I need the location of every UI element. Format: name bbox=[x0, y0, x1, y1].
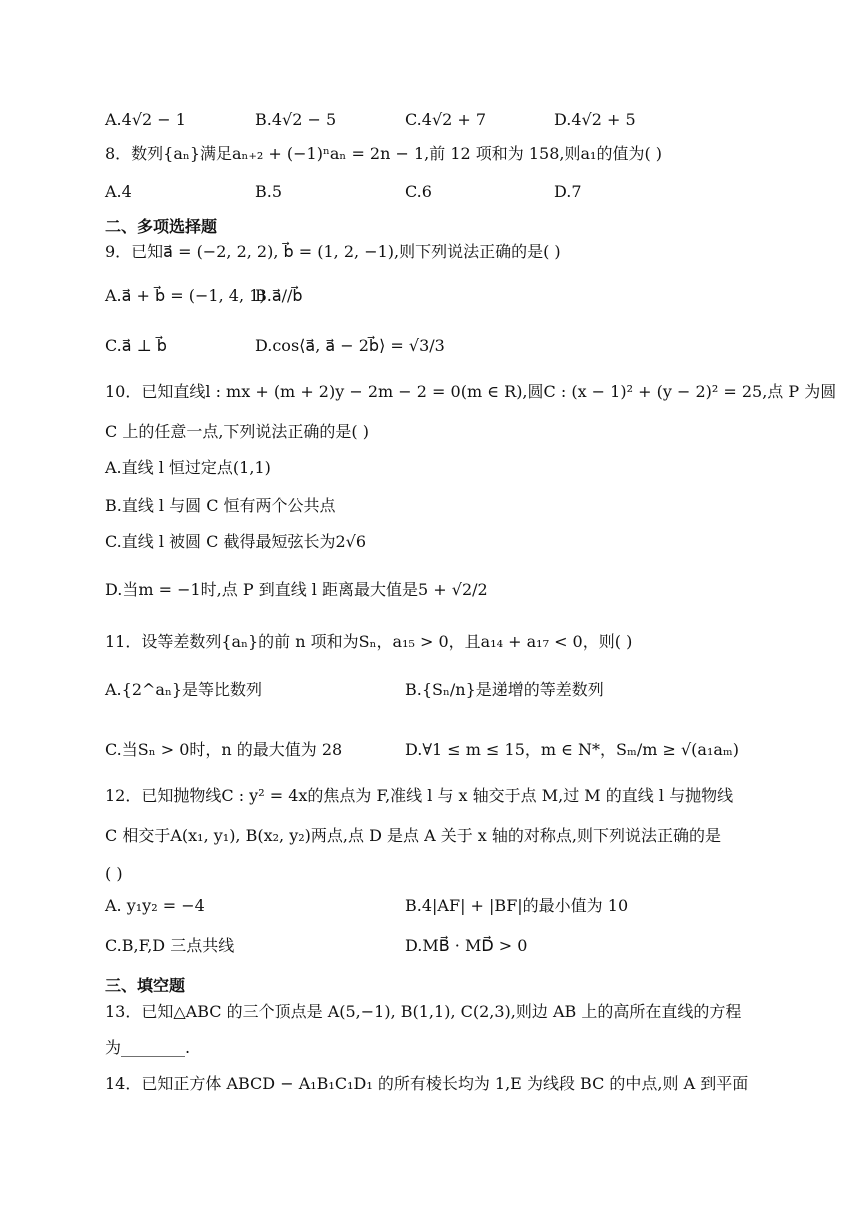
q7-option-c: C.4√2 + 7 bbox=[405, 110, 487, 129]
q10-stem-line-1: 10．已知直线l : mx + (m + 2)y − 2m − 2 = 0(m ∈ R),圆C : (x − 1)² + (y − 2)² = 25,点 P 为圆 bbox=[105, 382, 837, 401]
q8-stem: 8．数列{aₙ}满足aₙ₊₂ + (−1)ⁿaₙ = 2n − 1,前 12 项和为 158,则a₁的值为( ) bbox=[105, 144, 663, 163]
q11-option-c: C.当Sₙ > 0时，n 的最大值为 28 bbox=[105, 740, 343, 759]
q13-stem-line-2: 为________. bbox=[105, 1038, 191, 1057]
q7-option-a: A.4√2 − 1 bbox=[105, 110, 186, 129]
q10-option-a: A.直线 l 恒过定点(1,1) bbox=[105, 458, 271, 477]
q11-option-b: B.{Sₙ/n}是递增的等差数列 bbox=[405, 680, 604, 699]
q12-stem-line-1: 12．已知抛物线C : y² = 4x的焦点为 F,准线 l 与 x 轴交于点 M,过 M 的直线 l 与抛物线 bbox=[105, 786, 734, 805]
q9-option-c: C.a⃗ ⊥ b⃗ bbox=[105, 336, 167, 355]
q8-option-b: B.5 bbox=[255, 182, 283, 201]
section-heading-fill-in: 三、填空题 bbox=[105, 976, 186, 995]
q9-option-d: D.cos⟨a⃗, a⃗ − 2b⃗⟩ = √3/3 bbox=[255, 336, 445, 355]
q12-stem-line-3: ( ) bbox=[105, 864, 123, 883]
q12-option-d: D.MB⃗ · MD⃗ > 0 bbox=[405, 936, 528, 955]
q9-stem: 9．已知a⃗ = (−2, 2, 2), b⃗ = (1, 2, −1),则下列说法正确的是( ) bbox=[105, 242, 561, 261]
q11-option-a: A.{2^aₙ}是等比数列 bbox=[105, 680, 263, 699]
q7-option-d: D.4√2 + 5 bbox=[554, 110, 636, 129]
q8-option-c: C.6 bbox=[405, 182, 432, 201]
q10-option-c: C.直线 l 被圆 C 截得最短弦长为2√6 bbox=[105, 532, 367, 551]
q14-stem-line-1: 14．已知正方体 ABCD − A₁B₁C₁D₁ 的所有棱长均为 1,E 为线段 BC 的中点,则 A 到平面 bbox=[105, 1074, 749, 1093]
q9-option-a: A.a⃗ + b⃗ = (−1, 4, 1) bbox=[105, 286, 266, 305]
q11-option-d: D.∀1 ≤ m ≤ 15，m ∈ N*，Sₘ/m ≥ √(a₁aₘ) bbox=[405, 740, 739, 759]
q10-option-b: B.直线 l 与圆 C 恒有两个公共点 bbox=[105, 496, 336, 515]
q12-option-c: C.B,F,D 三点共线 bbox=[105, 936, 235, 955]
q12-option-a: A. y₁y₂ = −4 bbox=[105, 896, 205, 915]
q13-stem-line-1: 13．已知△ABC 的三个顶点是 A(5,−1), B(1,1), C(2,3),则边 AB 上的高所在直线的方程 bbox=[105, 1002, 742, 1021]
q8-option-a: A.4 bbox=[105, 182, 132, 201]
q10-stem-line-2: C 上的任意一点,下列说法正确的是( ) bbox=[105, 422, 369, 441]
q12-option-b: B.4|AF| + |BF|的最小值为 10 bbox=[405, 896, 629, 915]
q9-option-b: B.a⃗//b⃗ bbox=[255, 286, 303, 305]
section-heading-multiple-choice: 二、多项选择题 bbox=[105, 217, 218, 236]
q10-option-d: D.当m = −1时,点 P 到直线 l 距离最大值是5 + √2/2 bbox=[105, 580, 488, 599]
q11-stem: 11．设等差数列{aₙ}的前 n 项和为Sₙ，a₁₅ > 0，且a₁₄ + a₁₇ < 0，则( ) bbox=[105, 632, 633, 651]
q7-option-b: B.4√2 − 5 bbox=[255, 110, 337, 129]
q8-option-d: D.7 bbox=[554, 182, 582, 201]
q12-stem-line-2: C 相交于A(x₁, y₁), B(x₂, y₂)两点,点 D 是点 A 关于 x 轴的对称点,则下列说法正确的是 bbox=[105, 826, 722, 845]
